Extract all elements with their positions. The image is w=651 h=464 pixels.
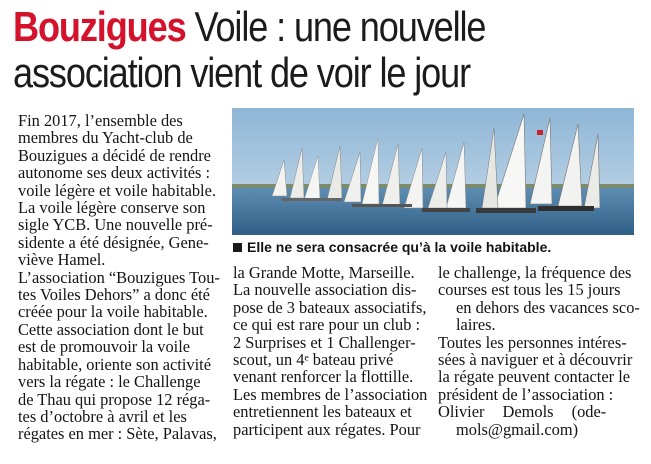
caption-bullet-icon (233, 243, 242, 252)
kicker: Bouzigues (13, 3, 186, 50)
text-line: tes d’octobre à avril et les (18, 406, 187, 426)
text-line: voile légère et voile habitable. (18, 180, 216, 200)
text-line: La voile légère conserve son (18, 198, 206, 218)
text-line: courses est tous les 15 jours (438, 280, 621, 300)
text-line: est de promouvoir la voile (18, 337, 191, 357)
text-line: 2 Surprises et 1 Challenger- (233, 332, 416, 352)
headline-title-2: association vient de voir le jour (13, 49, 471, 96)
text-line: sigle YCB. Une nouvelle pré- (18, 215, 213, 235)
text-line: Bouzigues a décidé de rendre (18, 145, 211, 165)
sailboats-image (232, 108, 634, 235)
headline-title-1: Voile : une nouvelle (194, 3, 486, 50)
text-line: Les membres de l’association (233, 384, 428, 404)
text-line: tes Voiles Dehors” a donc été (18, 285, 210, 305)
text-line: habitable, oriente son activité (18, 354, 211, 374)
text-line: président de l’association : (438, 384, 614, 404)
text-line: L’association “Bouzigues Tou- (18, 267, 220, 287)
text-line: viève Hamel. (18, 250, 106, 270)
text-line: le challenge, la fréquence des (438, 263, 632, 282)
text-line: la Grande Motte, Marseille. (233, 263, 415, 282)
article-column-1 (18, 112, 218, 443)
text-line: Olivier Demols (ode- (438, 402, 607, 422)
text-line: pose de 3 bateaux associatifs, (233, 297, 427, 317)
text-line: La nouvelle association dis- (233, 280, 417, 300)
text-line: sidente a été désignée, Gene- (18, 232, 209, 252)
text-line: vers la régate : le Challenge (18, 372, 201, 392)
headline-line-1 (13, 4, 555, 50)
text-line: la régate peuvent contacter le (438, 367, 631, 387)
text-line: autonome ses deux activités : (18, 163, 211, 183)
text-line: créée pour la voile habitable. (18, 302, 208, 322)
text-line: mols@gmail.com) (456, 419, 579, 439)
text-line: venant renforcer la flottille. (233, 367, 414, 387)
photo-caption (233, 239, 643, 255)
text-line: Toutes les personnes intéres- (438, 332, 627, 352)
text-line: régates en mer : Sète, Palavas, (18, 424, 217, 444)
text-line: participent aux régates. Pour (233, 419, 421, 439)
article-column-2 (233, 264, 428, 438)
text-line: Cette association dont le but (18, 319, 204, 339)
text-line: Fin 2017, l’ensemble des (18, 111, 183, 130)
text-line: scout, un 4ᵉ bateau privé (233, 350, 394, 370)
sailing-regatta-photo (232, 108, 634, 235)
text-line: ce qui est rare pour un club : (233, 315, 421, 335)
text-line: sées à naviguer et à découvrir (438, 350, 633, 370)
text-line: de Thau qui propose 12 réga- (18, 389, 211, 409)
headline (13, 4, 643, 96)
text-line: entretiennent les bateaux et (233, 402, 412, 422)
article-column-3 (438, 264, 643, 438)
text-line: laires. (456, 315, 496, 335)
text-line: membres du Yacht-club de (18, 128, 193, 148)
caption-text: Elle ne sera consacrée qu’à la voile habitable. (247, 239, 552, 255)
text-line: en dehors des vacances sco- (456, 297, 640, 317)
